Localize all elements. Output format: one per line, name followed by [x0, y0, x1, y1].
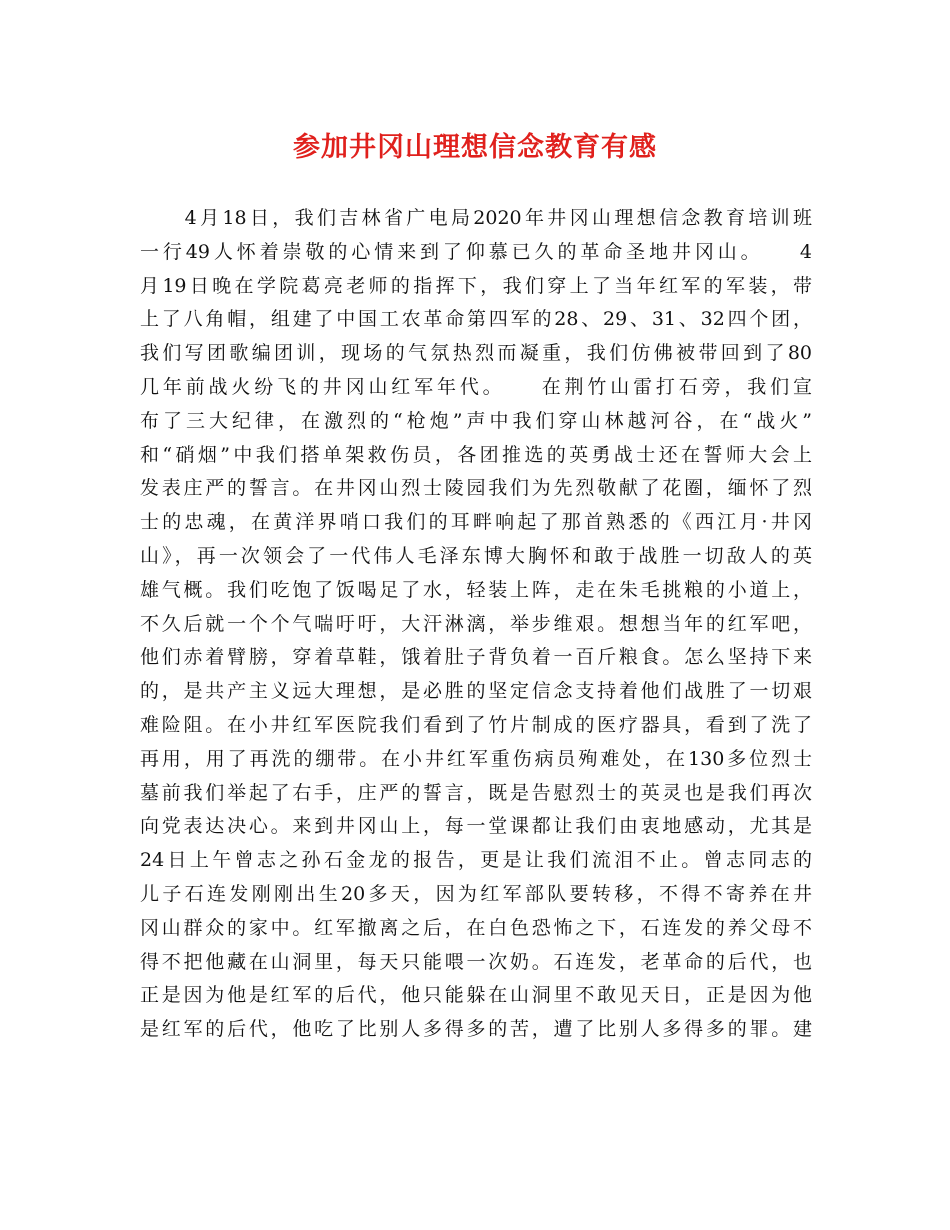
paragraph-line: 和“硝烟”中我们搭单架救伤员，各团推选的英勇战士还在誓师大会上: [140, 443, 812, 466]
paragraph-line: 的，是共产主义远大理想，是必胜的坚定信念支持着他们战胜了一切艰: [140, 680, 812, 703]
paragraph-line: 再用，用了再洗的绷带。在小井红军重伤病员殉难处，在130多位烈士: [140, 747, 812, 770]
paragraph-line: 布了三大纪律，在激烈的“枪炮”声中我们穿山林越河谷，在“战火”: [140, 409, 812, 432]
paragraph-line: 山》，再一次领会了一代伟人毛泽东博大胸怀和敢于战胜一切敌人的英: [140, 544, 812, 567]
paragraph-line: 墓前我们举起了右手，庄严的誓言，既是告慰烈士的英灵也是我们再次: [140, 781, 812, 804]
paragraph-line: 儿子石连发刚刚出生20多天，因为红军部队要转移，不得不寄养在井: [140, 882, 812, 905]
paragraph-line: 我们写团歌编团训，现场的气氛热烈而凝重，我们仿佛被带回到了80: [140, 342, 812, 365]
paragraph-line: 向党表达决心。来到井冈山上，每一堂课都让我们由衷地感动，尤其是: [140, 815, 812, 838]
paragraph-line: 得不把他藏在山洞里，每天只能喂一次奶。石连发，老革命的后代，也: [140, 950, 812, 973]
paragraph-line: 24日上午曾志之孙石金龙的报告，更是让我们流泪不止。曾志同志的: [140, 849, 812, 872]
paragraph-line: 正是因为他是红军的后代，他只能躲在山洞里不敢见天日，正是因为他: [140, 984, 812, 1007]
paragraph-line: 雄气概。我们吃饱了饭喝足了水，轻装上阵，走在朱毛挑粮的小道上，: [140, 578, 812, 601]
paragraph-line: 士的忠魂，在黄洋界哨口我们的耳畔响起了那首熟悉的《西江月·井冈: [140, 511, 812, 534]
paragraph-line: 他们赤着臂膀，穿着草鞋，饿着肚子背负着一百斤粮食。怎么坚持下来: [140, 646, 812, 669]
paragraph-line: 月19日晚在学院葛亮老师的指挥下，我们穿上了当年红军的军装，带: [140, 274, 812, 297]
document-body: [140, 202, 812, 1047]
document-title: 参加井冈山理想信念教育有感: [293, 132, 657, 163]
paragraph-line: 上了八角帽，组建了中国工农革命第四军的28、29、31、32四个团，: [140, 308, 812, 331]
paragraph-line: 冈山群众的家中。红军撤离之后，在白色恐怖之下，石连发的养父母不: [140, 916, 812, 939]
paragraph-line: 是红军的后代，他吃了比别人多得多的苦，遭了比别人多得多的罪。建: [140, 1018, 812, 1041]
paragraph-line: 4月18日，我们吉林省广电局2020年井冈山理想信念教育培训班: [140, 207, 812, 229]
paragraph-line: 发表庄严的誓言。在井冈山烈士陵园我们为先烈敬献了花圈，缅怀了烈: [140, 477, 812, 500]
paragraph-line: 几年前战火纷飞的井冈山红军年代。 在荆竹山雷打石旁，我们宣: [140, 375, 812, 398]
paragraph-line: 难险阻。在小井红军医院我们看到了竹片制成的医疗器具，看到了洗了: [140, 713, 812, 736]
paragraph-line: 不久后就一个个气喘吁吁，大汗淋漓，举步维艰。想想当年的红军吧，: [140, 612, 812, 635]
paragraph-line: 一行49人怀着崇敬的心情来到了仰慕已久的革命圣地井冈山。 4: [140, 240, 812, 263]
